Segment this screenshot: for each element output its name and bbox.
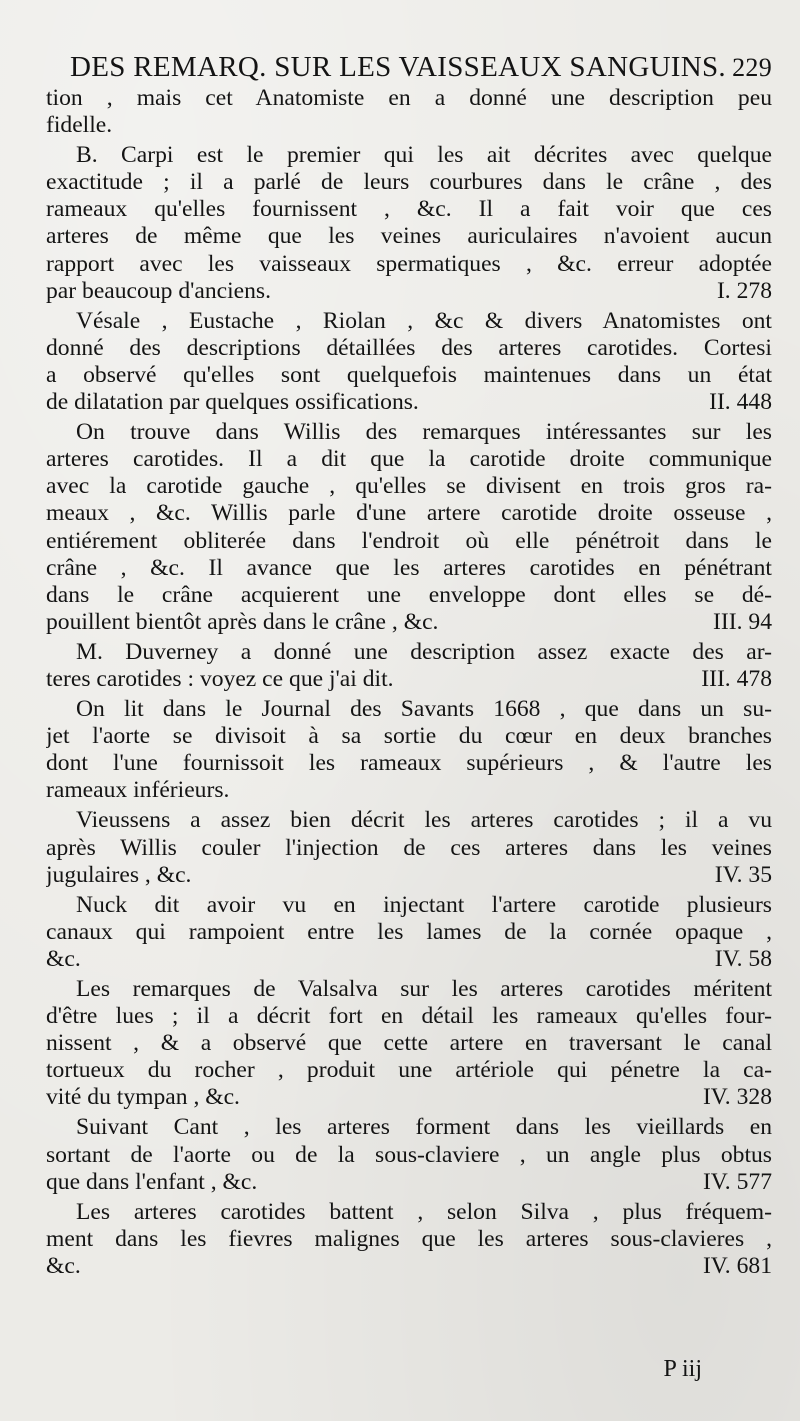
text-line (46, 528, 772, 555)
line-text: tortueux du rocher , produit une artériole qui pénetre la ca- (46, 1057, 772, 1084)
text-line (46, 112, 772, 139)
line-text: rameaux inférieurs. (46, 777, 230, 804)
paragraph (46, 639, 772, 693)
line-text: &c. (46, 945, 81, 972)
text-line (46, 473, 772, 500)
text-line (46, 807, 772, 834)
line-text: meaux , &c. Willis parle d'une artere carotide droite osseuse , (46, 500, 772, 527)
line-text: vité du tympan , &c. (46, 1084, 240, 1111)
paragraph (46, 807, 772, 888)
line-text: jet l'aorte se divisoit à sa sortie du cœur en deux branches (46, 723, 772, 750)
text-line (46, 362, 772, 389)
line-text: rameaux qu'elles fournissent , &c. Il a fait voir que ces (46, 196, 772, 223)
volume-page-reference: III. 94 (713, 608, 772, 635)
line-text: &c. (46, 1252, 81, 1279)
paragraph (46, 892, 772, 973)
text-line (46, 1142, 772, 1169)
text-line (46, 196, 772, 223)
text-line (46, 419, 772, 446)
line-text: M. Duverney a donné une description assez exacte des ar- (76, 638, 772, 665)
line-text: crâne , &c. Il avance que les arteres carotides en pénétrant (46, 554, 772, 581)
page-number: 229 (732, 53, 772, 82)
paragraph (46, 308, 772, 416)
line-text: par beaucoup d'anciens. (46, 277, 272, 304)
volume-page-reference: IV. 328 (702, 1084, 772, 1111)
text-line (46, 251, 772, 278)
volume-page-reference: IV. 58 (714, 945, 772, 972)
text-line (46, 750, 772, 777)
text-line (46, 389, 772, 416)
line-text: Suivant Cant , les arteres forment dans les vieillards en (76, 1114, 772, 1141)
line-text: pouillent bientôt après dans le crâne , &c. (46, 608, 439, 635)
line-text: On lit dans le Journal des Savants 1668 , que dans un su- (76, 696, 772, 723)
text-line (46, 892, 772, 919)
text-line (46, 723, 772, 750)
line-text: jugulaires , &c. (46, 861, 192, 888)
line-text: dont l'une fournissoit les rameaux supérieurs , & l'autre les (46, 750, 772, 777)
line-text: de dilatation par quelques ossifications. (46, 389, 419, 416)
paragraph (46, 419, 772, 636)
text-line (46, 1057, 772, 1084)
paragraph (46, 1114, 772, 1195)
running-title: DES REMARQ. SUR LES VAISSEAUX SANGUINS. (70, 51, 726, 83)
paragraph (46, 142, 772, 305)
text-line (46, 976, 772, 1003)
text-line (46, 555, 772, 582)
line-text: Les arteres carotides battent , selon Silva , plus fréquem- (76, 1198, 772, 1225)
text-line (46, 1114, 772, 1141)
text-line (46, 666, 772, 693)
text-line (46, 1084, 772, 1111)
text-line (46, 1003, 772, 1030)
text-line (46, 835, 772, 862)
line-text: tion , mais cet Anatomiste en a donné une description peu (46, 85, 772, 111)
text-line (46, 142, 772, 169)
volume-page-reference: I. 278 (716, 277, 772, 304)
text-line (46, 609, 772, 636)
volume-page-reference: III. 478 (701, 665, 772, 692)
line-text: canaux qui rampoient entre les lames de la cornée opaque , (46, 918, 772, 945)
line-text: après Willis couler l'injection de ces arteres dans les veines (46, 834, 772, 861)
line-text: teres carotides : voyez ce que j'ai dit. (46, 665, 394, 692)
line-text: entiérement obliterée dans l'endroit où elle pénétroit dans le (46, 527, 772, 554)
line-text: Nuck dit avoir vu en injectant l'artere carotide plusieurs (76, 891, 772, 918)
text-line (46, 582, 772, 609)
text-line (46, 919, 772, 946)
line-text: B. Carpi est le premier qui les ait décrites avec quelque (76, 142, 772, 169)
volume-page-reference: IV. 35 (714, 861, 772, 888)
volume-page-reference: IV. 681 (702, 1252, 772, 1279)
line-text: nissent , & a observé que cette artere en traversant le canal (46, 1030, 772, 1057)
volume-page-reference: II. 448 (709, 389, 772, 416)
line-text: ment dans les fievres malignes que les arteres sous-clavieres , (46, 1225, 772, 1252)
volume-page-reference: IV. 577 (702, 1168, 772, 1195)
line-text: arteres carotides. Il a dit que la carotide droite communique (46, 446, 772, 473)
body-text (46, 85, 772, 1280)
page-header (70, 50, 772, 85)
line-text: que dans l'enfant , &c. (46, 1168, 258, 1195)
text-line (46, 946, 772, 973)
line-text: avec la carotide gauche , qu'elles se divisent en trois gros ra- (46, 473, 772, 500)
text-line (46, 308, 772, 335)
text-line (46, 1030, 772, 1057)
text-line (46, 696, 772, 723)
line-text: sortant de l'aorte ou de la sous-claviere , un angle plus obtus (46, 1141, 772, 1168)
text-line (46, 169, 772, 196)
text-line (46, 500, 772, 527)
line-text: donné des descriptions détaillées des arteres carotides. Cortesi (46, 334, 772, 361)
line-text: Vésale , Eustache , Riolan , &c & divers Anatomistes ont (76, 307, 772, 334)
text-line (46, 85, 772, 112)
line-text: dans le crâne acquierent une enveloppe dont elles se dé- (46, 581, 772, 608)
text-line (46, 1169, 772, 1196)
text-line (46, 777, 772, 804)
text-line (46, 1199, 772, 1226)
text-line (46, 278, 772, 305)
text-line (46, 223, 772, 250)
text-line (46, 639, 772, 666)
line-text: a observé qu'elles sont quelquefois maintenues dans un état (46, 361, 772, 388)
paragraph (46, 976, 772, 1111)
paragraph (46, 1199, 772, 1280)
text-line (46, 335, 772, 362)
text-line (46, 1253, 772, 1280)
line-text: Les remarques de Valsalva sur les arteres carotides méritent (76, 976, 772, 1002)
line-text: rapport avec les vaisseaux spermatiques , &c. erreur adoptée (46, 250, 772, 277)
paragraph (46, 696, 772, 804)
signature-mark: P iij (663, 1356, 702, 1382)
line-text: exactitude ; il a parlé de leurs courbures dans le crâne , des (46, 169, 772, 196)
text-line (46, 1226, 772, 1253)
line-text: On trouve dans Willis des remarques intéressantes sur les (76, 419, 772, 446)
line-text: d'être lues ; il a décrit fort en détail les rameaux qu'elles four- (46, 1003, 772, 1030)
line-text: fidelle. (46, 112, 113, 139)
paragraph (46, 85, 772, 139)
line-text: arteres de même que les veines auriculaires n'avoient aucun (46, 223, 772, 250)
text-line (46, 446, 772, 473)
text-line (46, 862, 772, 889)
line-text: Vieussens a assez bien décrit les arteres carotides ; il a vu (76, 807, 772, 834)
